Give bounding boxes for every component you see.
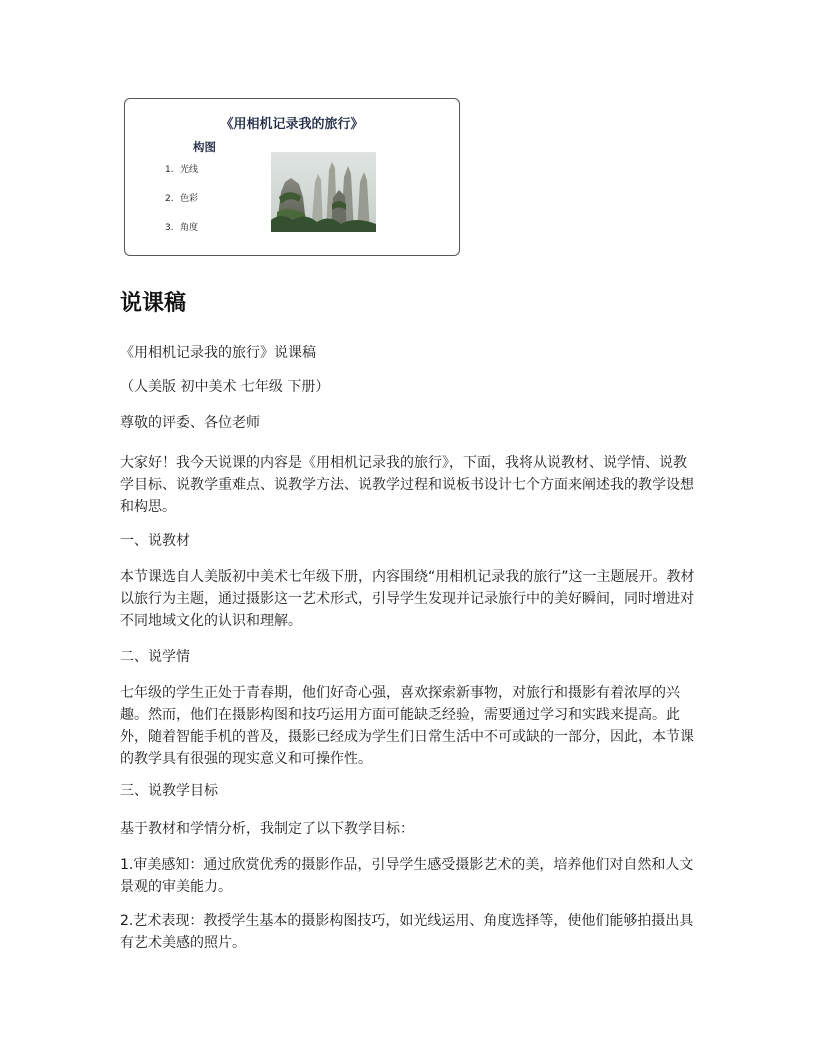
edition-line: （人美版 初中美术 七年级 下册） <box>120 379 330 395</box>
textbook-paragraph: 本节课选自人美版初中美术七年级下册，内容围绕“用相机记录我的旅行”这一主题展开。教材以旅行为主题，通过摄影这一艺术形式，引导学生发现并记录旅行中的美好瞬间，同时增进对不同地域文化的认识和理解。 <box>120 569 695 629</box>
greeting-line: 尊敬的评委、各位老师 <box>120 415 260 431</box>
slide-list-item: 3. 角度 <box>165 223 199 233</box>
section-heading-goals: 三、说教学目标 <box>120 783 218 799</box>
slide-title: 《用相机记录我的旅行》 <box>220 117 364 132</box>
section-heading-textbook: 一、说教材 <box>120 533 190 549</box>
slide-subtitle: 构图 <box>193 140 216 154</box>
slide-list <box>165 163 198 250</box>
goal-item-2: 2.艺术表现：教授学生基本的摄影构图技巧，如光线运用、角度选择等，使他们能够拍摄出具有艺术美感的照片。 <box>120 913 694 951</box>
slide-thumbnail <box>124 98 460 256</box>
mountain-landscape-photo <box>271 152 376 232</box>
goals-intro-paragraph: 基于教材和学情分析，我制定了以下教学目标： <box>120 821 414 837</box>
slide-list-item: 2. 色彩 <box>165 194 199 204</box>
intro-paragraph: 大家好！我今天说课的内容是《用相机记录我的旅行》，下面，我将从说教材、说学情、说教学目标、说教学重难点、说教学方法、说教学过程和说板书设计七个方面来阐述我的教学设想和构思。 <box>120 455 694 515</box>
slide-list-item: 1. 光线 <box>165 165 199 175</box>
doc-title-line: 《用相机记录我的旅行》说课稿 <box>120 345 316 361</box>
document-heading: 说课稿 <box>120 291 187 316</box>
goal-item-1: 1.审美感知：通过欣赏优秀的摄影作品，引导学生感受摄影艺术的美，培养他们对自然和人文景观的审美能力。 <box>120 857 694 895</box>
students-paragraph: 七年级的学生正处于青春期，他们好奇心强，喜欢探索新事物，对旅行和摄影有着浓厚的兴趣。然而，他们在摄影构图和技巧运用方面可能缺乏经验，需要通过学习和实践来提高。此外，随着智能手机的普及，摄影已经成为学生们日常生活中不可或缺的一部分，因此，本节课的教学具有很强的现实意义和可操作性。 <box>120 685 694 767</box>
section-heading-students: 二、说学情 <box>120 649 190 665</box>
